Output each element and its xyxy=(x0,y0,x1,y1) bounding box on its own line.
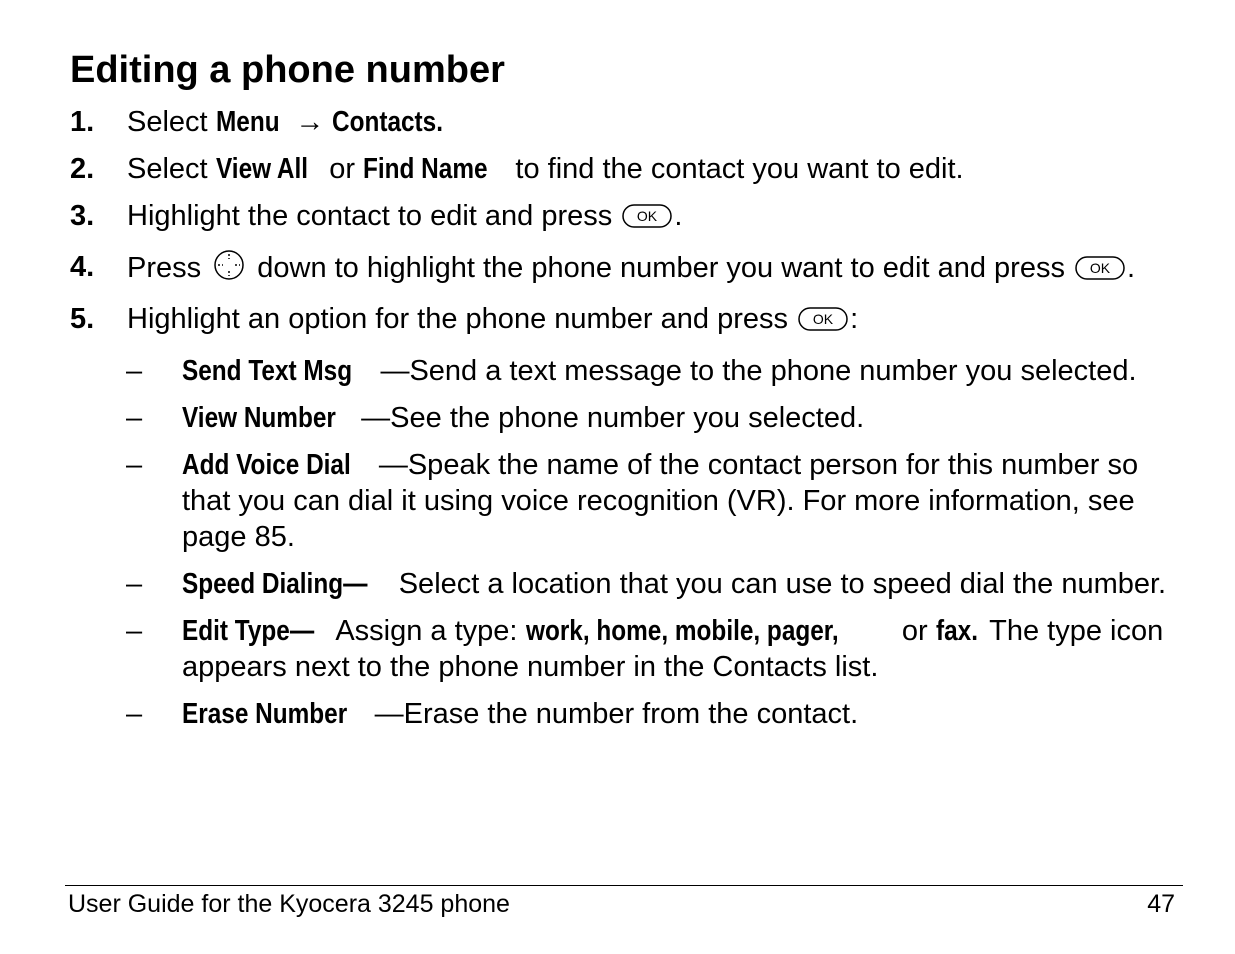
ok-key-icon xyxy=(622,202,672,238)
dash: – xyxy=(126,615,143,647)
step-3 xyxy=(70,198,1180,238)
dash: – xyxy=(126,568,143,600)
dash: – xyxy=(126,355,143,387)
step-text: down to highlight the phone number you want to edit and press xyxy=(249,252,1074,284)
option-text: —Erase the number from the contact. xyxy=(374,698,859,730)
step-text: to find the contact you want to edit. xyxy=(507,153,964,185)
option-text: The type icon appears next to the phone number in the Contacts list. xyxy=(182,615,1164,683)
step-number: 1. xyxy=(70,106,95,138)
option-term: Send Text Msg xyxy=(182,355,353,387)
option-text: —Send a text message to the phone number you selected. xyxy=(380,355,1137,387)
option-term: Edit Type— xyxy=(182,615,315,647)
svg-text:OK: OK xyxy=(812,311,834,327)
option-text: Assign a type: xyxy=(335,615,526,647)
step-number: 5. xyxy=(70,303,95,335)
option-edit-type xyxy=(126,613,1180,685)
option-speed-dialing xyxy=(126,566,1180,602)
page-number: 47 xyxy=(1147,890,1175,918)
dash: – xyxy=(126,402,143,434)
step-2 xyxy=(70,151,1180,187)
menu-term: Menu xyxy=(215,106,280,138)
option-view-number xyxy=(126,400,1180,436)
step-number: 3. xyxy=(70,200,95,232)
step-number: 2. xyxy=(70,153,95,185)
svg-text:OK: OK xyxy=(637,208,658,224)
dash: – xyxy=(126,449,143,481)
page-title: Editing a phone number xyxy=(70,49,505,91)
option-add-voice-dial xyxy=(126,447,1180,555)
view-all-term: View All xyxy=(215,153,308,185)
step-text: Highlight an option for the phone number and press xyxy=(127,303,797,335)
step-1 xyxy=(70,104,1180,140)
step-text: : xyxy=(850,303,859,335)
option-text: Select a location that you can use to speed dial the number. xyxy=(398,568,1167,600)
step-text: . xyxy=(674,200,683,232)
ok-key-icon xyxy=(1075,254,1125,290)
step-5 xyxy=(70,301,1180,732)
contacts-term: Contacts. xyxy=(332,106,444,138)
option-text: or xyxy=(893,615,936,647)
svg-text:OK: OK xyxy=(1089,260,1111,276)
footer-divider xyxy=(65,885,1183,886)
option-term: View Number xyxy=(182,402,336,434)
type-list-term: work, home, mobile, pager, xyxy=(525,615,839,647)
step-text: Select xyxy=(127,106,216,138)
step-text: Press xyxy=(127,252,210,284)
option-send-text-msg xyxy=(126,353,1180,389)
option-text: —Speak the name of the contact person for this number so that you can dial it using voice recognition (VR). For more information, see page 85. xyxy=(182,449,1139,553)
arrow: → xyxy=(295,106,325,138)
option-term: Add Voice Dial xyxy=(182,449,351,481)
options-list xyxy=(70,353,1180,732)
find-name-term: Find Name xyxy=(363,153,488,185)
step-text: Select xyxy=(127,153,216,185)
option-erase-number xyxy=(126,696,1180,732)
footer-text: User Guide for the Kyocera 3245 phone xyxy=(68,890,510,918)
fax-term: fax. xyxy=(935,615,978,647)
option-term: Erase Number xyxy=(182,698,348,730)
option-text: —See the phone number you selected. xyxy=(361,402,865,434)
step-number: 4. xyxy=(70,251,95,283)
navigation-key-icon xyxy=(211,249,247,290)
dash: – xyxy=(126,698,143,730)
ok-key-icon xyxy=(798,305,848,341)
step-text: . xyxy=(1127,252,1136,284)
step-text: or xyxy=(321,153,364,185)
step-4 xyxy=(70,249,1180,290)
option-term: Speed Dialing— xyxy=(182,568,368,600)
step-text: Highlight the contact to edit and press xyxy=(127,200,621,232)
steps-list xyxy=(70,104,1180,743)
